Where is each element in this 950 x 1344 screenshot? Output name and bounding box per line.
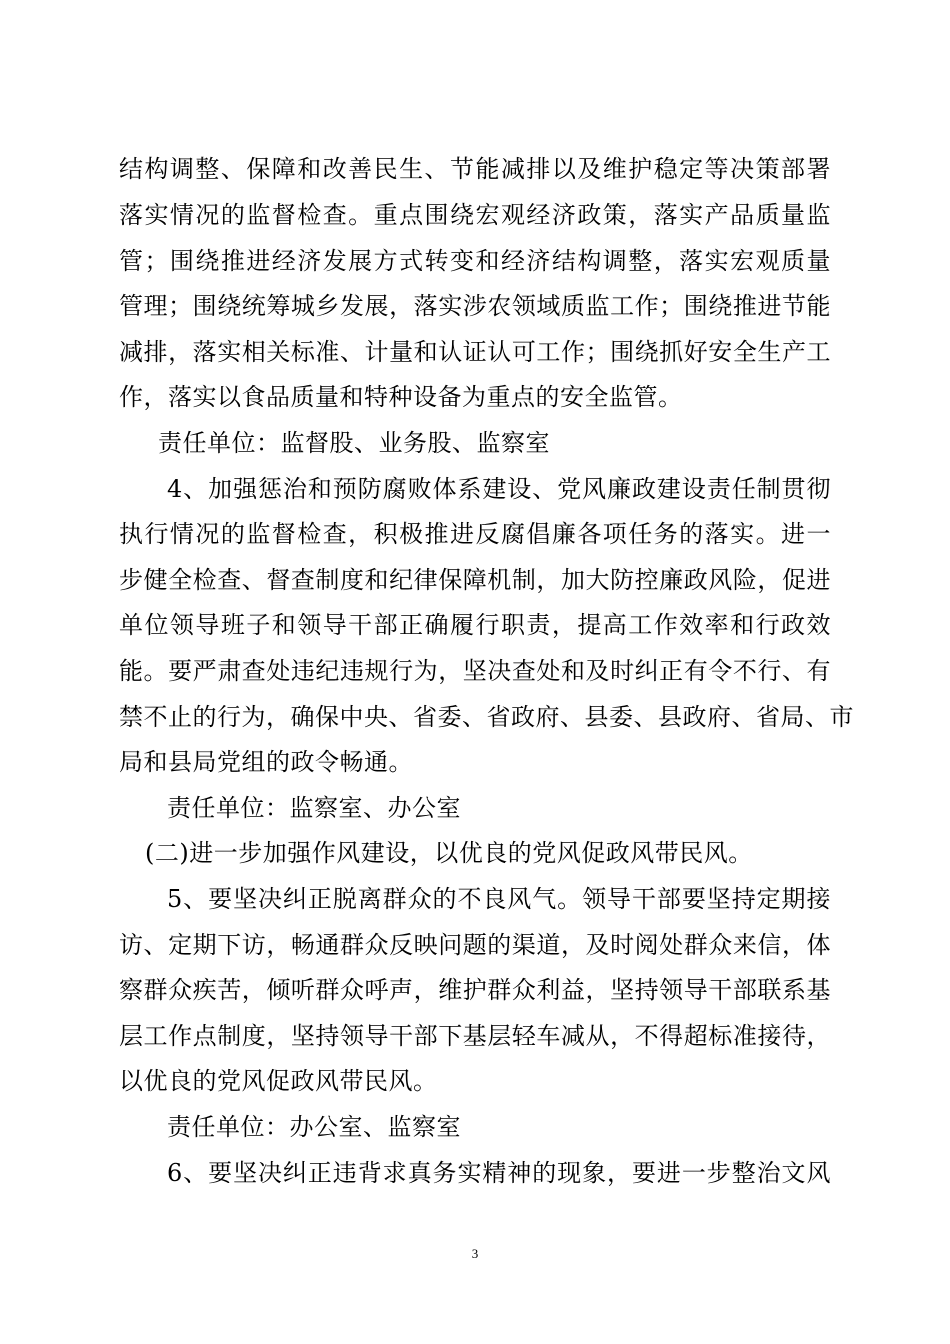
body-line: 步健全检查、督查制度和纪律保障机制，加大防控廉政风险，促进 [119, 566, 831, 594]
body-line: 管；围绕推进经济发展方式转变和经济结构调整，落实宏观质量 [119, 247, 831, 275]
body-line: 察群众疾苦，倾听群众呼声，维护群众利益，坚持领导干部联系基 [119, 976, 831, 1004]
body-line: 能。要严肃查处违纪违规行为，坚决查处和及时纠正有令不行、有 [119, 657, 831, 685]
body-line: 落实情况的监督检查。重点围绕宏观经济政策，落实产品质量监 [119, 201, 831, 229]
item-heading-line: 4、加强惩治和预防腐败体系建设、党风廉政建设责任制贯彻 [167, 475, 831, 503]
page-number: 3 [471, 1246, 479, 1261]
body-line: 层工作点制度，坚持领导干部下基层轻车减从，不得超标准接待， [119, 1022, 831, 1050]
section-heading: (二)进一步加强作风建设，以优良的党风促政风带民风。 [145, 839, 753, 867]
body-line: 作，落实以食品质量和特种设备为重点的安全监管。 [119, 383, 683, 411]
body-line: 结构调整、保障和改善民生、节能减排以及维护稳定等决策部署 [119, 155, 831, 183]
responsibility-line: 责任单位：监察室、办公室 [167, 794, 461, 822]
body-line: 禁不止的行为，确保中央、省委、省政府、县委、县政府、省局、市 [119, 703, 854, 731]
responsibility-line: 责任单位：办公室、监察室 [167, 1113, 461, 1141]
body-line: 单位领导班子和领导干部正确履行职责，提高工作效率和行政效 [119, 611, 831, 639]
item-heading-line: 5、要坚决纠正脱离群众的不良风气。领导干部要坚持定期接 [167, 885, 831, 913]
item-heading-line: 6、要坚决纠正违背求真务实精神的现象，要进一步整治文风 [167, 1159, 831, 1187]
body-line: 执行情况的监督检查，积极推进反腐倡廉各项任务的落实。进一 [119, 520, 831, 548]
responsibility-line: 责任单位：监督股、业务股、监察室 [158, 429, 550, 457]
body-line: 管理；围绕统筹城乡发展，落实涉农领域质监工作；围绕推进节能 [119, 292, 831, 320]
body-line: 以优良的党风促政风带民风。 [119, 1067, 438, 1095]
body-line: 减排，落实相关标准、计量和认证认可工作；围绕抓好安全生产工 [119, 338, 831, 366]
body-line: 访、定期下访，畅通群众反映问题的渠道，及时阅处群众来信，体 [119, 931, 831, 959]
body-line: 局和县局党组的政令畅通。 [119, 748, 413, 776]
